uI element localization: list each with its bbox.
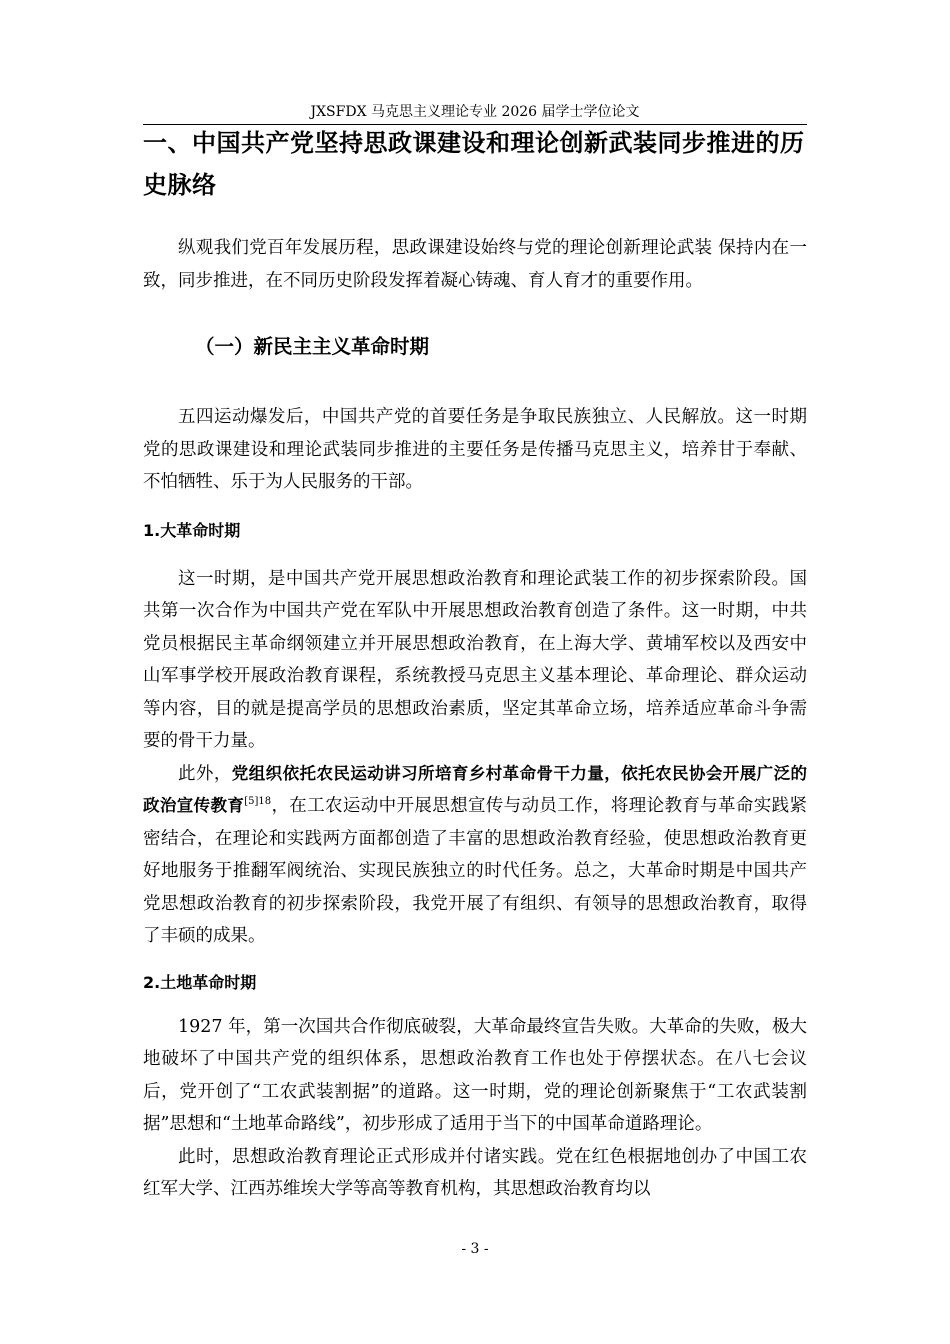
land-revolution-paragraph-1: 1927 年，第一次国共合作彻底破裂，大革命最终宣告失败。大革命的失败，极大地破坏了中国共产党的组织体系，思想政治教育工作也处于停摆状态。在八七会议后，党开创了“工农武装割据”的道路。这一时期，党的理论创新聚焦于“工农武装割据”思想和“土地革命路线”，初步形成了适用于当下的中国革命道路理论。: [143, 1016, 807, 1134]
chapter-title: 一、中国共产党坚持思政课建设和理论创新武装同步推进的历史脉络: [143, 129, 805, 199]
subsection-title-great-revolution: 1.大革命时期: [143, 520, 241, 540]
page-content: [143, 122, 807, 1206]
chapter-intro-paragraph: 纵观我们党百年发展历程，思政课建设始终与党的理论创新理论武装 保持内在一致，同步推进，在不同历史阶段发挥着凝心铸魂、育人育才的重要作用。: [143, 238, 807, 291]
paragraph-body-text: ，在工农运动中开展思想宣传与动员工作，将理论教育与革命实践紧密结合，在理论和实践两方面都创造了丰富的思想政治教育经验，使思想政治教育更好地服务于推翻军阀统治、实现民族独立的时代任务。总之，大革命时期是中国共产党思想政治教育的初步探索阶段，我党开展了有组织、有领导的思想政治教育，取得了丰硕的成果。: [143, 796, 808, 946]
citation-marker: [5]18: [244, 796, 272, 808]
great-revolution-paragraph-1: 这一时期，是中国共产党开展思想政治教育和理论武装工作的初步探索阶段。国共第一次合作为中国共产党在军队中开展思想政治教育创造了条件。这一时期，中共党员根据民主革命纲领建立并开展思想政治教育，在上海大学、黄埔军校以及西安中山军事学校开展政治教育课程，系统教授马克思主义基本理论、革命理论、群众运动等内容，目的就是提高学员的思想政治素质，坚定其革命立场，培养适应革命斗争需要的骨干力量。: [143, 568, 807, 751]
bold-emphasis-text: 党组织依托农民运动讲习所培育乡村革命骨干力量，依托农民协会开展广泛的政治宣传教育: [143, 763, 808, 815]
subsection-title-land-revolution: 2.土地革命时期: [143, 972, 257, 992]
page-number: - 3 -: [461, 1241, 489, 1257]
running-header: JXSFDX 马克思主义理论专业 2026 届学士学位论文: [143, 103, 807, 125]
great-revolution-paragraph-2: [143, 758, 807, 953]
paragraph-lead-text: 此外，: [178, 763, 232, 784]
land-revolution-paragraph-2: 此时，思想政治教育理论正式形成并付诸实践。党在红色根据地创办了中国工农红军大学、江西苏维埃大学等高等教育机构，其思想政治教育均以: [143, 1146, 807, 1199]
section-intro-paragraph: 五四运动爆发后，中国共产党的首要任务是争取民族独立、人民解放。这一时期党的思政课建设和理论武装同步推进的主要任务是传播马克思主义，培养甘于奉献、不怕牺牲、乐于为人民服务的干部。: [143, 407, 807, 492]
section-title: （一）新民主主义革命时期: [195, 335, 430, 358]
